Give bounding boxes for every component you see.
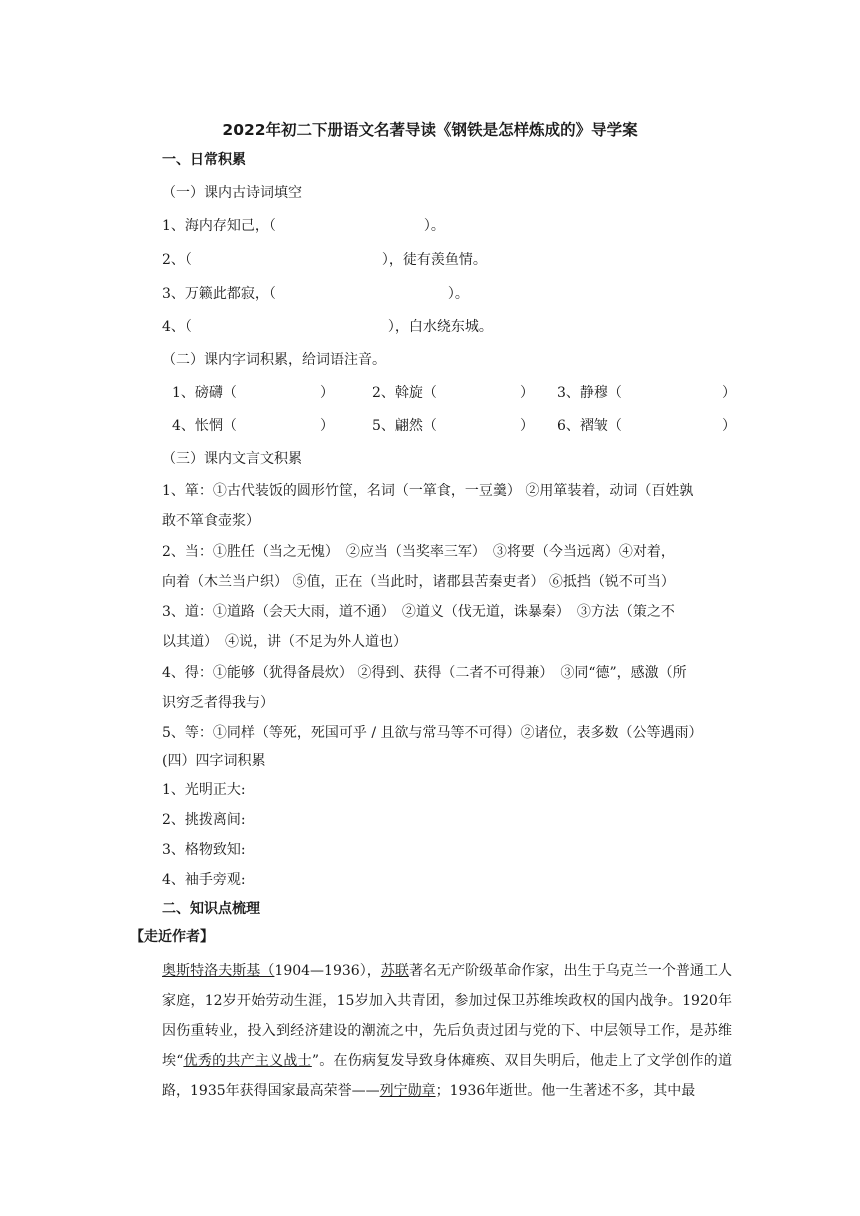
vocab-word: 磅礴（ <box>194 385 237 401</box>
vocab-close: ） <box>520 385 534 401</box>
subsection-heading: （二）课内字词积累，给词语注音。 <box>162 352 386 368</box>
underlined-term: 列宁勋章 <box>379 1083 436 1099</box>
vocab-item <box>372 416 437 436</box>
vocab-item <box>372 383 437 403</box>
item-number: 4、 <box>162 319 185 335</box>
item-text: ），徒有羡鱼情。 <box>381 252 487 268</box>
item-number: 1、 <box>162 218 185 234</box>
underlined-term: 优秀的共产主义战士 <box>183 1053 312 1069</box>
poem-item <box>162 317 493 337</box>
subsection-heading: (四）四字词积累 <box>162 753 266 769</box>
poem-item <box>162 216 445 236</box>
section-heading: 一、日常积累 <box>162 152 246 168</box>
vocab-word: 怅惘（ <box>194 418 237 434</box>
item-text: （ <box>184 319 192 335</box>
idiom-item: 2、挑拨离间: <box>162 812 246 828</box>
item-text: ），白水绕东城。 <box>387 319 493 335</box>
classical-line: 识穷乏者得我与） <box>162 695 274 711</box>
subsection-heading: （一）课内古诗词填空 <box>162 185 302 201</box>
item-text: 万籁此都寂，（ <box>184 286 276 302</box>
classical-line: 以其道） ④说，讲（不足为外人道也） <box>162 634 407 650</box>
classical-line: 5、等：①同样（等死，死国可乎 / 且欲与常马等不可得）②诸位，表多数（公等遇雨） <box>162 725 703 741</box>
item-number: 5、 <box>372 418 395 434</box>
vocab-word: 静穆（ <box>579 385 622 401</box>
document-title: 2022年初二下册语文名著导读《钢铁是怎样炼成的》导学案 <box>222 121 638 139</box>
author-paragraph <box>162 956 732 1106</box>
item-number: 4、 <box>172 418 195 434</box>
item-number: 1、 <box>172 385 195 401</box>
idiom-item: 3、格物致知: <box>162 842 246 858</box>
vocab-word: 斡旋（ <box>394 385 437 401</box>
classical-line: 1、箪：①古代装饭的圆形竹筐，名词（一箪食，一豆羹） ②用箪装着，动词（百姓孰 <box>162 483 694 499</box>
vocab-word: 翩然（ <box>394 418 437 434</box>
underlined-term: 奥斯特洛夫斯基（ <box>162 963 275 979</box>
item-text: 海内存知己，（ <box>184 218 276 234</box>
item-number: 3、 <box>162 286 185 302</box>
vocab-item <box>557 383 622 403</box>
vocab-item <box>172 416 237 436</box>
section-tag: 【走近作者】 <box>130 929 214 945</box>
paragraph-text: ”。在伤病复发导致身体瘫痪、双目失明后，他走上了文学创作的道路，1935年获得国家最高荣誉—— <box>162 1053 732 1099</box>
vocab-close: ） <box>520 418 534 434</box>
poem-item <box>162 250 487 270</box>
classical-line: 敢不箪食壶浆） <box>162 513 260 529</box>
underlined-term: 苏联 <box>380 963 409 979</box>
vocab-item <box>557 416 622 436</box>
item-number: 3、 <box>557 385 580 401</box>
item-number: 2、 <box>372 385 395 401</box>
paragraph-text: 著名无产阶级革命作家，出生于乌克兰一个普通工人家庭，12岁开始劳动生涯，15岁加入共青团，参加过保卫苏维埃政权的国内战争。1920年因伤重转业，投入到经济建设的潮流之中，先后负责过团与党的下、中层领导工作，是苏维埃“ <box>162 963 733 1069</box>
vocab-close: ） <box>722 418 736 434</box>
subsection-heading: （三）课内文言文积累 <box>162 451 302 467</box>
section-heading: 二、知识点梳理 <box>162 901 260 917</box>
item-text: ）。 <box>423 218 445 234</box>
vocab-close: ） <box>320 418 334 434</box>
classical-line: 3、道：①道路（会天大雨，道不通） ②道义（伐无道，诛暴秦） ③方法（策之不 <box>162 604 675 620</box>
idiom-item: 4、袖手旁观: <box>162 872 246 888</box>
item-number: 6、 <box>557 418 580 434</box>
classical-line: 4、得：①能够（犹得备晨炊） ②得到、获得（二者不可得兼） ③同“德”，感激（所 <box>162 665 687 681</box>
vocab-close: ） <box>320 385 334 401</box>
poem-item <box>162 284 469 304</box>
item-text: ）。 <box>447 286 469 302</box>
item-number: 2、 <box>162 252 185 268</box>
idiom-item: 1、光明正大: <box>162 782 246 798</box>
paragraph-text: ；1936年逝世。他一生著述不多，其中最 <box>435 1083 696 1099</box>
vocab-item <box>172 383 237 403</box>
vocab-close: ） <box>722 385 736 401</box>
paragraph-text: 1904—1936）， <box>274 963 381 979</box>
item-text: （ <box>184 252 192 268</box>
classical-line: 2、当：①胜任（当之无愧） ②应当（当奖率三军） ③将要（今当远离）④对着， <box>162 544 675 560</box>
classical-line: 向着（木兰当户织） ⑤值，正在（当此时，诸郡县苦秦吏者） ⑥抵挡（锐不可当） <box>162 574 675 590</box>
vocab-word: 褶皱（ <box>579 418 622 434</box>
